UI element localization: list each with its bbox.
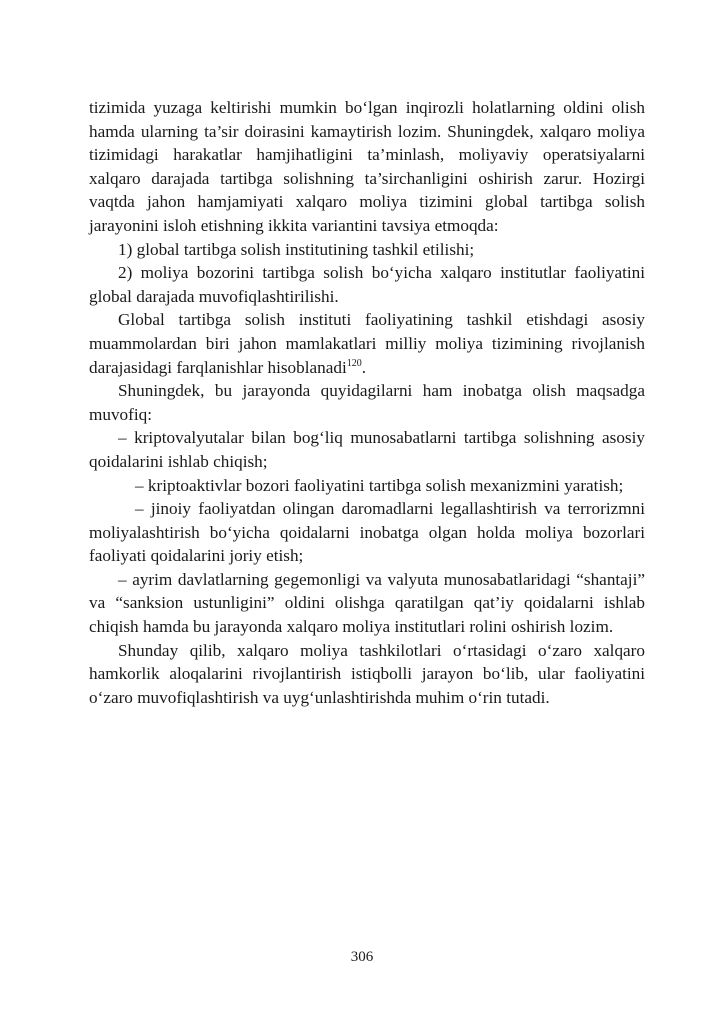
paragraph-global-institute-text: Global tartibga solish instituti faoliyatining tashkil etishdagi asosiy muammolardan biri jahon mamlakatlari milliy moliya tizimining rivojlanish darajasidagi farqlanishlar hisoblanadi (89, 310, 645, 377)
dash-item-hegemony: – ayrim davlatlarning gegemonligi va valyuta munosabatlaridagi “shantaji” va “sanksion ustunligini” oldini olishga qaratilgan qat’iy qoidalarni ishlab chiqish hamda bu jarayonda xalqaro moliya institutlari rolini oshirish lozim. (89, 569, 645, 637)
paragraph-conclusion: Shunday qilib, xalqaro moliya tashkilotlari o‘rtasidagi o‘zaro xalqaro hamkorlik aloqalarini rivojlantirish istiqbolli jarayon bo‘lib, ular faoliyatini o‘zaro muvofiqlashtirish va uyg‘unlashtirishda muhim o‘rin tutadi. (89, 640, 645, 707)
paragraph-global-institute (89, 308, 645, 379)
paragraph-continued: tizimida yuzaga keltirishi mumkin bo‘lgan inqirozli holatlarning oldini olish hamda ularning ta’sir doirasini kamaytirish lozim. Shuningdek, xalqaro moliya tizimidagi harakatlar hamjihatligini ta’minlash, moliyaviy operatsiyalarni xalqaro darajada tartibga solishning ta’sirchanligini oshirish zarur. Hozirgi vaqtda jahon hamjamiyati xalqaro moliya tizimini global tartibga solish jarayonini isloh etishning ikkita variantini tavsiya etmoqda: (89, 98, 645, 235)
body-text (89, 96, 645, 709)
list-item-1: 1) global tartibga solish institutining tashkil etilishi; (118, 239, 475, 259)
page-number: 306 (350, 949, 374, 965)
dash-item-crypto-currency: – kriptovalyutalar bilan bog‘liq munosabatlarni tartibga solishning asosiy qoidalarini ishlab chiqish; (89, 428, 645, 471)
paragraph-global-institute-end: . (361, 357, 367, 377)
footnote-reference: 120 (346, 357, 362, 369)
dash-item-money-laundering: – jinoiy faoliyatdan olingan daromadlarni legallashtirish va terrorizmni moliyalashtirish bo‘yicha qoidalarni inobatga olgan holda moliya bozorlari faoliyati qoidalarini joriy etish; (89, 499, 645, 566)
dash-item-crypto-assets: – kriptoaktivlar bozori faoliyatini tartibga solish mexanizmini yaratish; (135, 475, 624, 495)
list-item-2: 2) moliya bozorini tartibga solish bo‘yicha xalqaro institutlar faoliyatini global darajada muvofiqlashtirilishi. (89, 263, 645, 306)
paragraph-considerations: Shuningdek, bu jarayonda quyidagilarni ham inobatga olish maqsadga muvofiq: (89, 381, 645, 424)
